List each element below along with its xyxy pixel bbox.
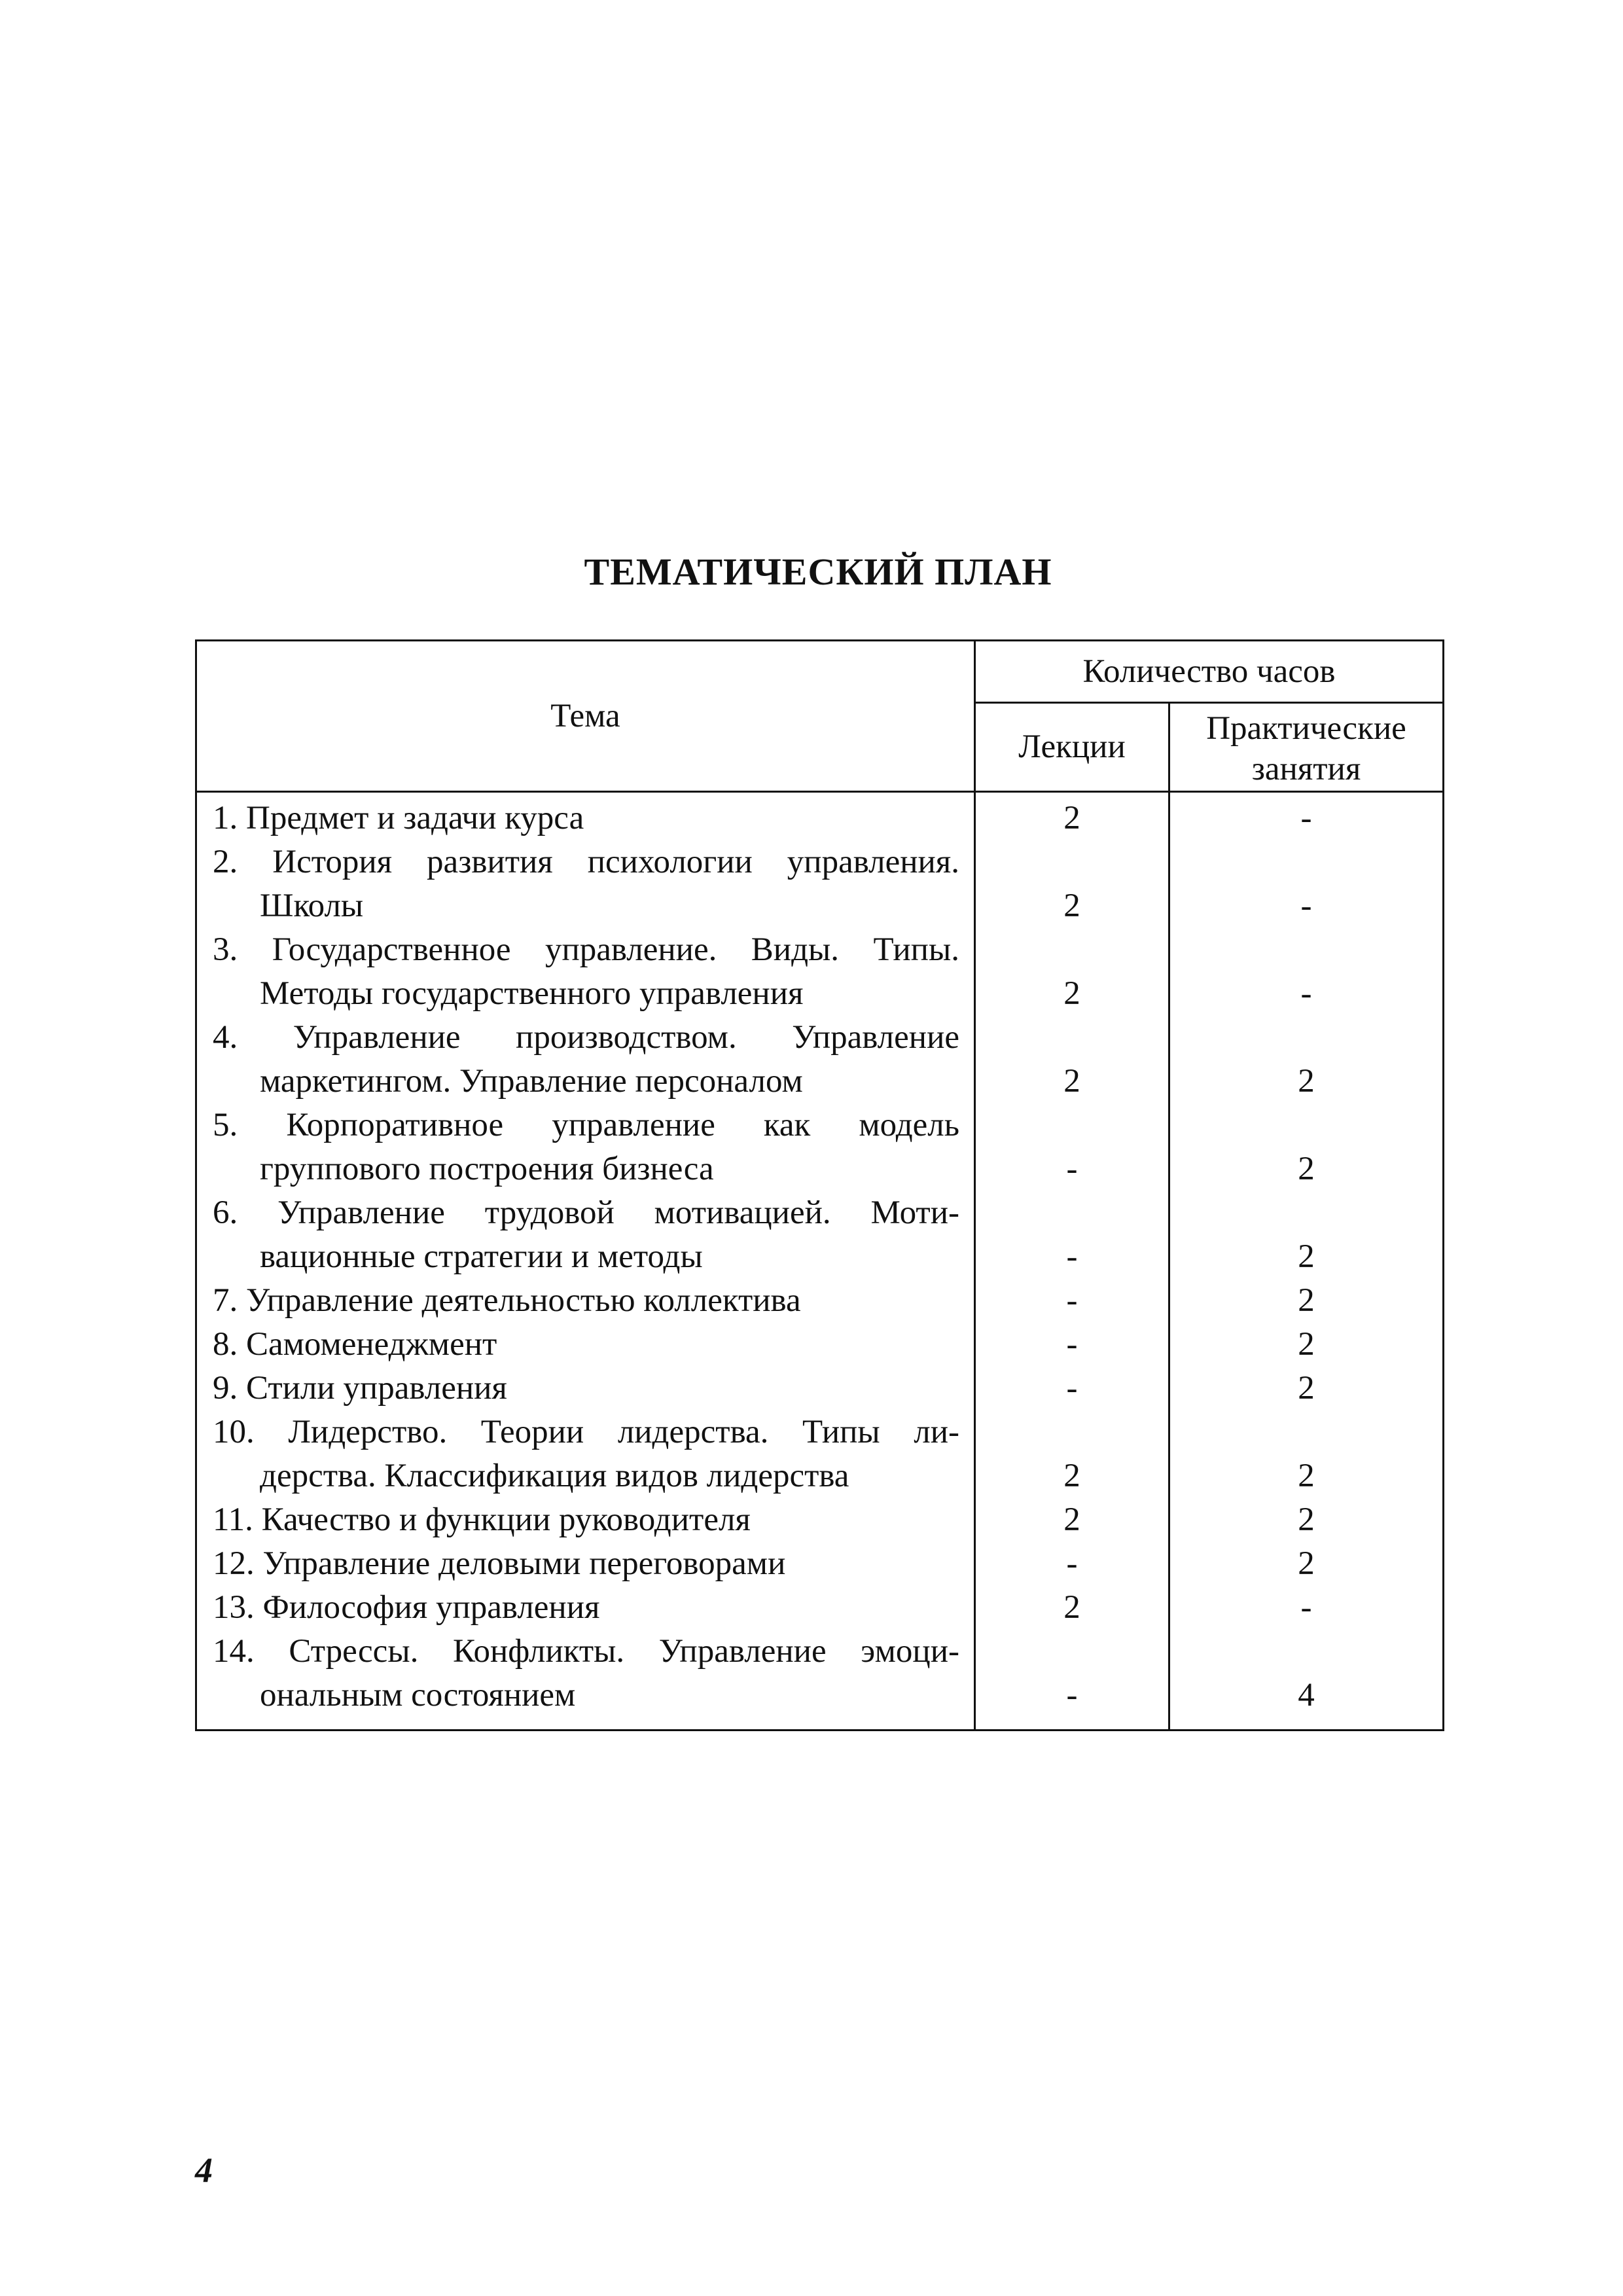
table-row: [196, 1191, 1444, 1279]
lectures-hours-cell: -: [975, 1630, 1169, 1731]
topic-line: 6. Управление трудовой мотивацией. Моти-: [213, 1194, 959, 1231]
topic-line-continuation: Школы: [260, 888, 364, 924]
topic-cell: [196, 1498, 975, 1542]
practical-hours-cell: 2: [1169, 1498, 1444, 1542]
topic-line-continuation: маркетингом. Управление персоналом: [260, 1063, 803, 1100]
practical-hours-cell: 2: [1169, 1542, 1444, 1586]
lectures-hours-cell: 2: [975, 1586, 1169, 1630]
page-number: 4: [195, 2151, 213, 2190]
topic-line: 7. Управление деятельностью коллектива: [213, 1282, 801, 1319]
header-hours: Количество часов: [975, 641, 1444, 703]
lectures-hours-cell: -: [975, 1367, 1169, 1410]
lectures-hours-cell: 2: [975, 1498, 1169, 1542]
table-row: [196, 792, 1444, 841]
header-practical-line1: Практические: [1206, 709, 1406, 747]
topic-cell: [196, 928, 975, 1016]
page-title: ТЕМАТИЧЕСКИЙ ПЛАН: [584, 550, 1052, 593]
table-row: [196, 1103, 1444, 1191]
thematic-plan-table: [195, 639, 1444, 1731]
practical-hours-cell: -: [1169, 928, 1444, 1016]
lectures-hours-cell: 2: [975, 792, 1169, 841]
practical-hours-cell: 2: [1169, 1103, 1444, 1191]
topic-line-continuation: группового построения бизнеса: [260, 1151, 714, 1187]
topic-line: 5. Корпоративное управление как модель: [213, 1107, 959, 1143]
lectures-hours-cell: 2: [975, 1410, 1169, 1498]
topic-cell: [196, 1630, 975, 1731]
topic-cell: [196, 840, 975, 928]
practical-hours-cell: 2: [1169, 1016, 1444, 1103]
topic-cell: [196, 1586, 975, 1630]
table-row: [196, 1630, 1444, 1731]
practical-hours-cell: 4: [1169, 1630, 1444, 1731]
topic-cell: [196, 792, 975, 841]
practical-hours-cell: 2: [1169, 1323, 1444, 1367]
topic-line: 2. История развития психологии управления.: [213, 844, 959, 880]
lectures-hours-cell: -: [975, 1542, 1169, 1586]
topic-line: 11. Качество и функции руководителя: [213, 1501, 751, 1538]
table-row: [196, 1323, 1444, 1367]
topic-line-continuation: ональным состоянием: [260, 1677, 576, 1713]
topic-line: 12. Управление деловыми переговорами: [213, 1545, 786, 1582]
topic-line: 13. Философия управления: [213, 1589, 600, 1626]
table-row: [196, 1542, 1444, 1586]
table-row: [196, 1279, 1444, 1323]
topic-cell: [196, 1016, 975, 1103]
lectures-hours-cell: 2: [975, 928, 1169, 1016]
lectures-hours-cell: -: [975, 1323, 1169, 1367]
table-row: [196, 1498, 1444, 1542]
topic-line: 8. Самоменеджмент: [213, 1326, 497, 1363]
table-row: [196, 928, 1444, 1016]
practical-hours-cell: -: [1169, 1586, 1444, 1630]
topic-line: 14. Стрессы. Конфликты. Управление эмоци-: [213, 1633, 959, 1670]
practical-hours-cell: -: [1169, 792, 1444, 841]
header-lectures: Лекции: [975, 703, 1169, 792]
topic-cell: [196, 1279, 975, 1323]
topic-cell: [196, 1542, 975, 1586]
table-body: [196, 792, 1444, 1731]
topic-cell: [196, 1191, 975, 1279]
topic-line-continuation: вационные стратегии и методы: [260, 1238, 703, 1275]
practical-hours-cell: 2: [1169, 1191, 1444, 1279]
header-practical-line2: занятия: [1251, 750, 1361, 787]
header-topic: Тема: [196, 641, 975, 792]
topic-cell: [196, 1103, 975, 1191]
table-row: [196, 1410, 1444, 1498]
table-row: [196, 840, 1444, 928]
header-practical: [1169, 703, 1444, 792]
lectures-hours-cell: -: [975, 1103, 1169, 1191]
topic-line: 1. Предмет и задачи курса: [213, 800, 584, 836]
lectures-hours-cell: -: [975, 1279, 1169, 1323]
topic-line-continuation: дерства. Классификация видов лидерства: [260, 1458, 849, 1494]
practical-hours-cell: 2: [1169, 1367, 1444, 1410]
practical-hours-cell: 2: [1169, 1410, 1444, 1498]
topic-line: 10. Лидерство. Теории лидерства. Типы ли-: [213, 1414, 959, 1450]
topic-line: 9. Стили управления: [213, 1370, 507, 1407]
lectures-hours-cell: 2: [975, 840, 1169, 928]
topic-line-continuation: Методы государственного управления: [260, 975, 804, 1012]
topic-cell: [196, 1323, 975, 1367]
topic-cell: [196, 1367, 975, 1410]
practical-hours-cell: 2: [1169, 1279, 1444, 1323]
table-row: [196, 1367, 1444, 1410]
lectures-hours-cell: 2: [975, 1016, 1169, 1103]
table-row: [196, 1016, 1444, 1103]
topic-cell: [196, 1410, 975, 1498]
topic-line: 4. Управление производством. Управление: [213, 1019, 959, 1056]
lectures-hours-cell: -: [975, 1191, 1169, 1279]
practical-hours-cell: -: [1169, 840, 1444, 928]
topic-line: 3. Государственное управление. Виды. Типы.: [213, 931, 959, 968]
table-row: [196, 1586, 1444, 1630]
